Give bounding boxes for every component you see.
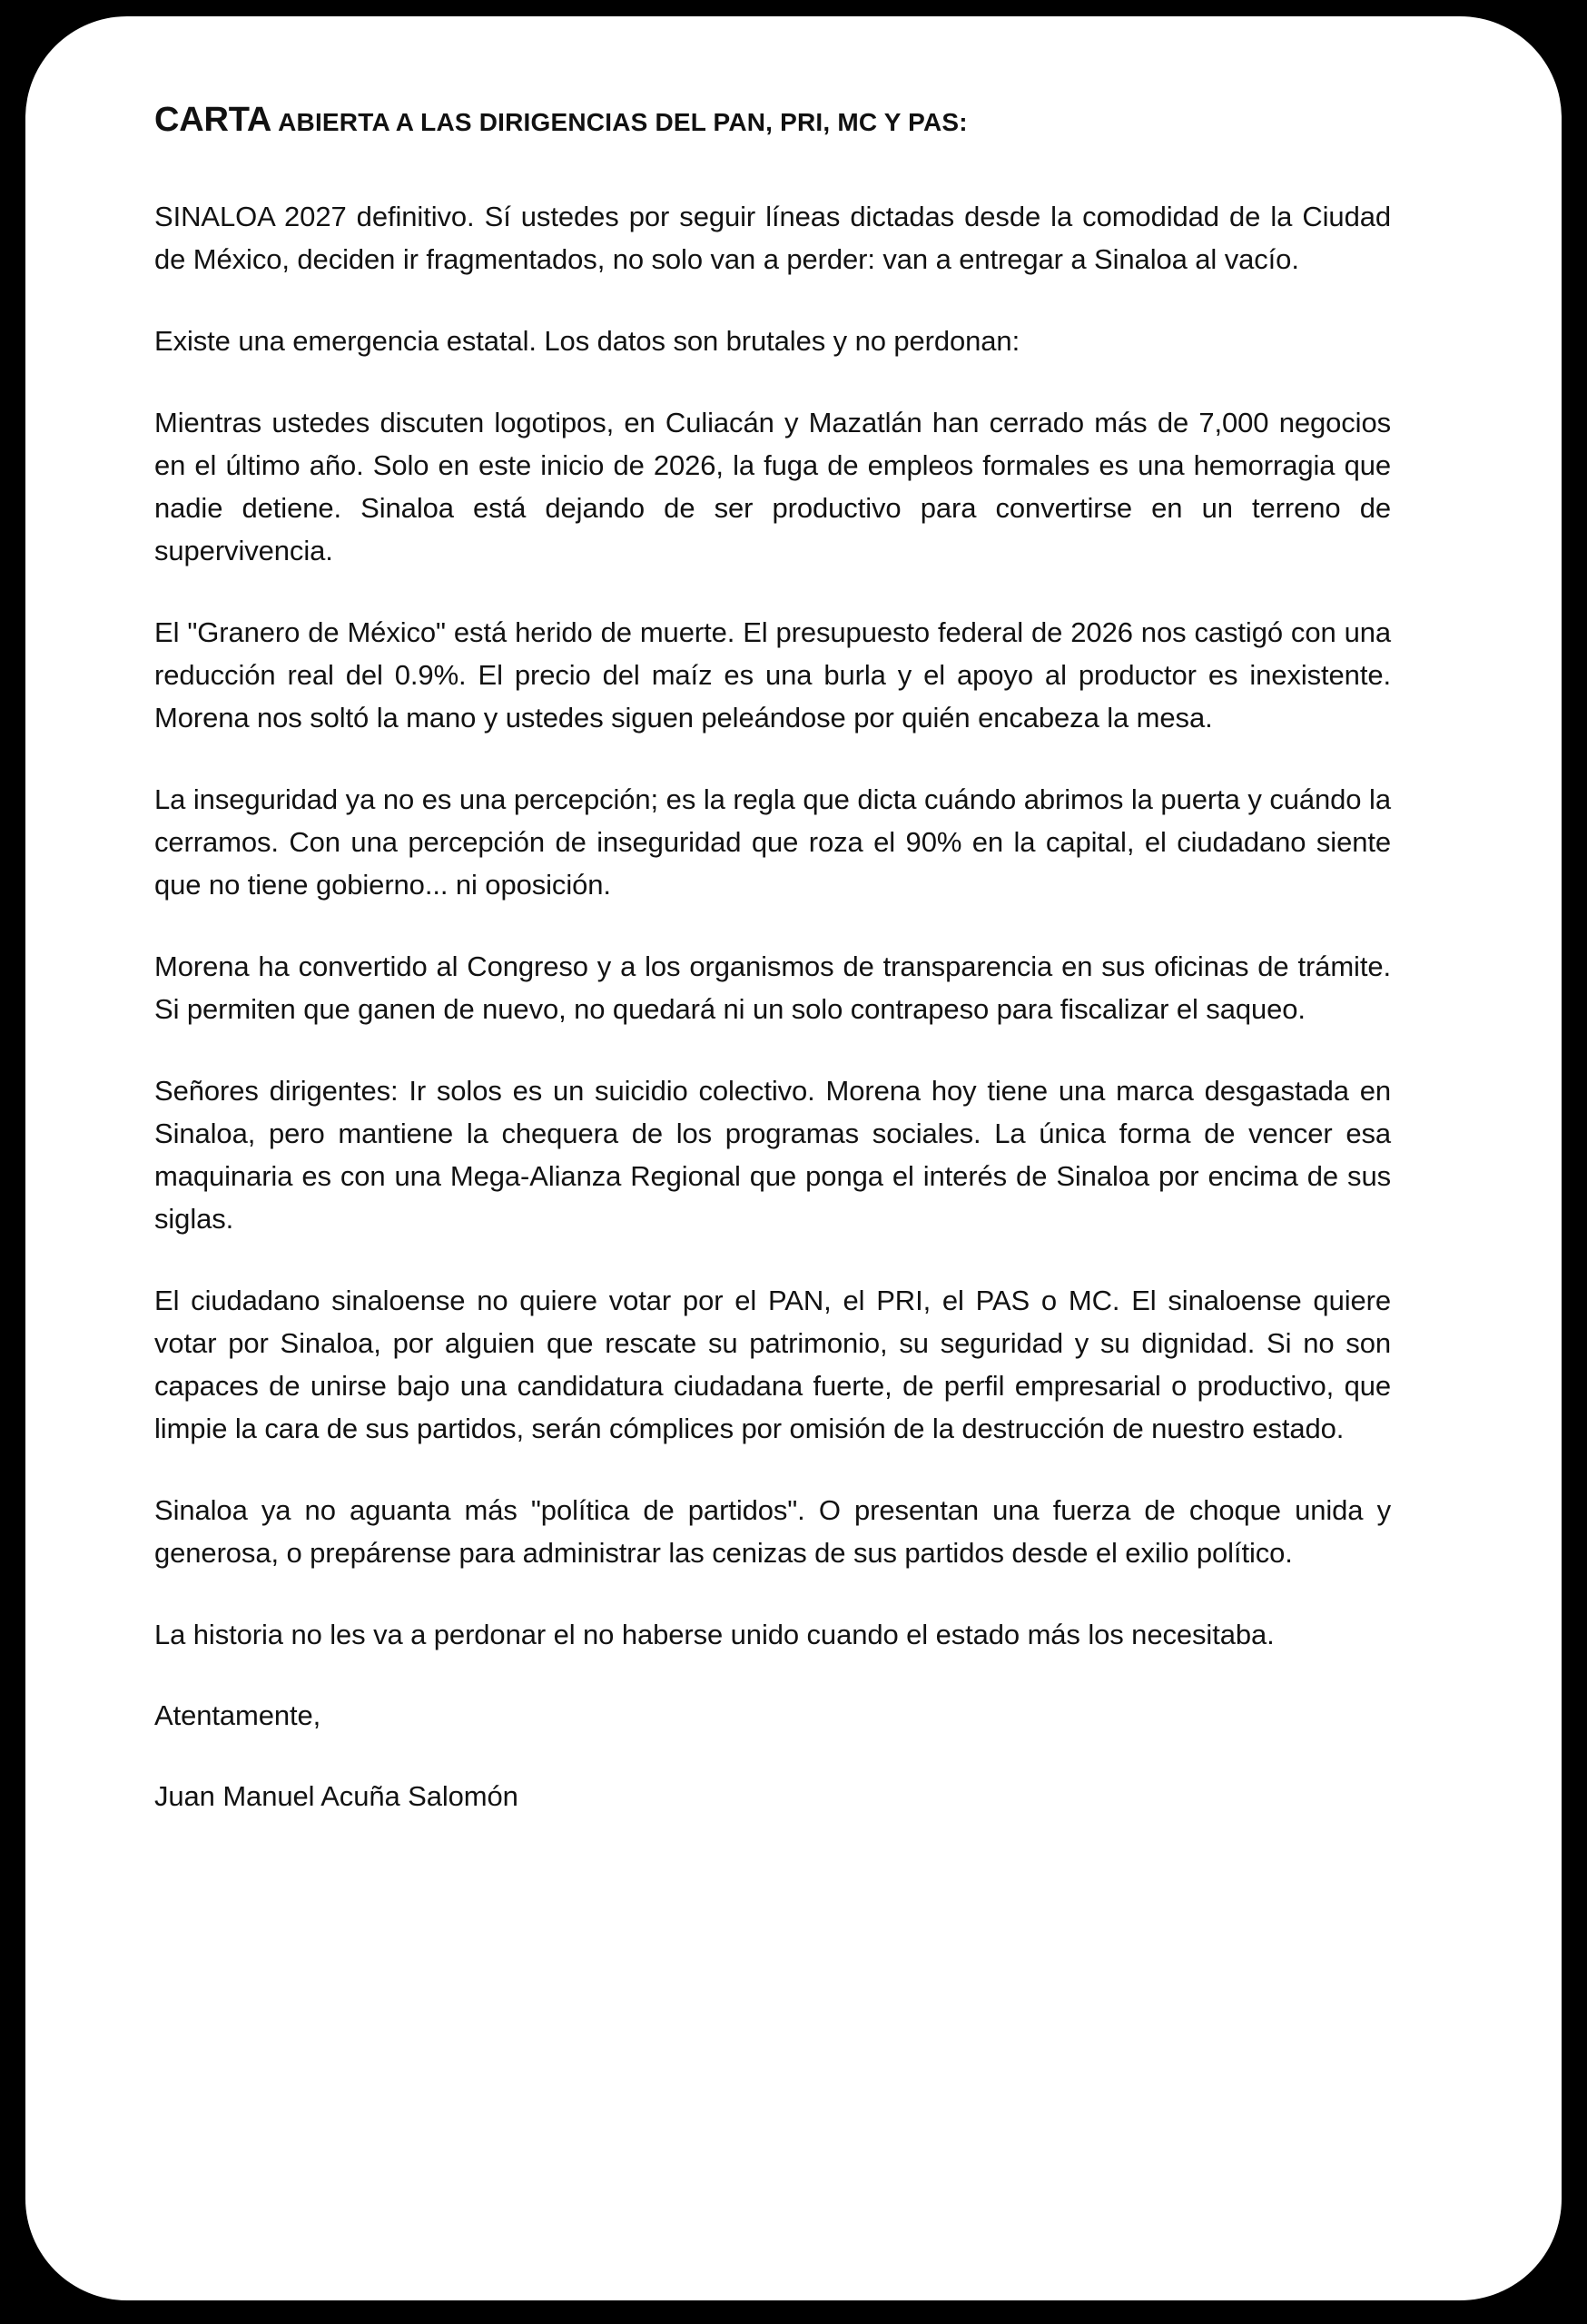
spacer [154,1574,1391,1613]
paragraph-4: El "Granero de México" está herido de muerte. El presupuesto federal de 2026 nos castigó con una reducción real del 0.9%. El precio del maíz es una burla y el apoyo al productor es inexistente. Morena nos soltó la mano y ustedes siguen peleándose por quién encabeza la mesa. [154,615,1391,734]
paragraph-1: SINALOA 2027 definitivo. Sí ustedes por seguir líneas dictadas desde la comodidad de la Ciudad de México, deciden ir fragmentados, no solo van a perder: van a entregar a Sinaloa al vacío. [154,200,1391,275]
page-title-rest: ABIERTA A LAS DIRIGENCIAS DEL PAN, PRI, MC Y PAS: [271,108,968,136]
spacer [154,1737,1391,1775]
page-title [154,98,1391,143]
spacer [154,1450,1391,1489]
paragraph-5: La inseguridad ya no es una percepción; es la regla que dicta cuándo abrimos la puerta y cuándo la cerramos. Con una percepción de inseguridad que roza el 90% en la capital, el ciudadano siente que no tiene gobierno... ni oposición. [154,783,1391,901]
paragraph-9: Sinaloa ya no aguanta más "política de partidos". O presentan una fuerza de choque unida y generosa, o prepárense para administrar las cenizas de sus partidos desde el exilio político. [154,1493,1391,1569]
paragraph-2: Existe una emergencia estatal. Los datos son brutales y no perdonan: [154,324,1020,357]
spacer [154,362,1391,401]
spacer [154,906,1391,945]
spacer [154,143,1391,195]
paragraph-3: Mientras ustedes discuten logotipos, en Culiacán y Mazatlán han cerrado más de 7,000 negocios en el último año. Solo en este inicio de 2026, la fuga de empleos formales es una hemorragia que nadie detiene. Sinaloa está dejando de ser productivo para convertirse en un terreno de supervivencia. [154,406,1391,566]
spacer [154,1030,1391,1069]
spacer [154,1656,1391,1694]
page-title-lead-word: CARTA [154,101,272,139]
paragraph-6: Morena ha convertido al Congreso y a los organismos de transparencia en sus oficinas de trámite. Si permiten que ganen de nuevo, no quedará ni un solo contrapeso para fiscalizar el saqueo. [154,950,1391,1025]
letter-card [25,16,1562,2300]
letter-content [154,98,1391,1817]
paragraph-8: El ciudadano sinaloense no quiere votar por el PAN, el PRI, el PAS o MC. El sinaloense quiere votar por Sinaloa, por alguien que rescate su patrimonio, su seguridad y su dignidad. Si no son capaces de unirse bajo una candidatura ciudadana fuerte, de perfil empresarial o productivo, que limpie la cara de sus partidos, serán cómplices por omisión de la destrucción de nuestro estado. [154,1284,1391,1444]
paragraph-10: La historia no les va a perdonar el no haberse unido cuando el estado más los necesitaba. [154,1618,1275,1650]
spacer [154,1240,1391,1279]
spacer [154,739,1391,778]
spacer [154,281,1391,320]
spacer [154,572,1391,611]
signature-name: Juan Manuel Acuña Salomón [154,1779,518,1812]
closing-salutation: Atentamente, [154,1699,321,1731]
paragraph-7: Señores dirigentes: Ir solos es un suicidio colectivo. Morena hoy tiene una marca desgastada en Sinaloa, pero mantiene la chequera de los programas sociales. La única forma de vencer esa maquinaria es con una Mega-Alianza Regional que ponga el interés de Sinaloa por encima de sus siglas. [154,1074,1391,1235]
